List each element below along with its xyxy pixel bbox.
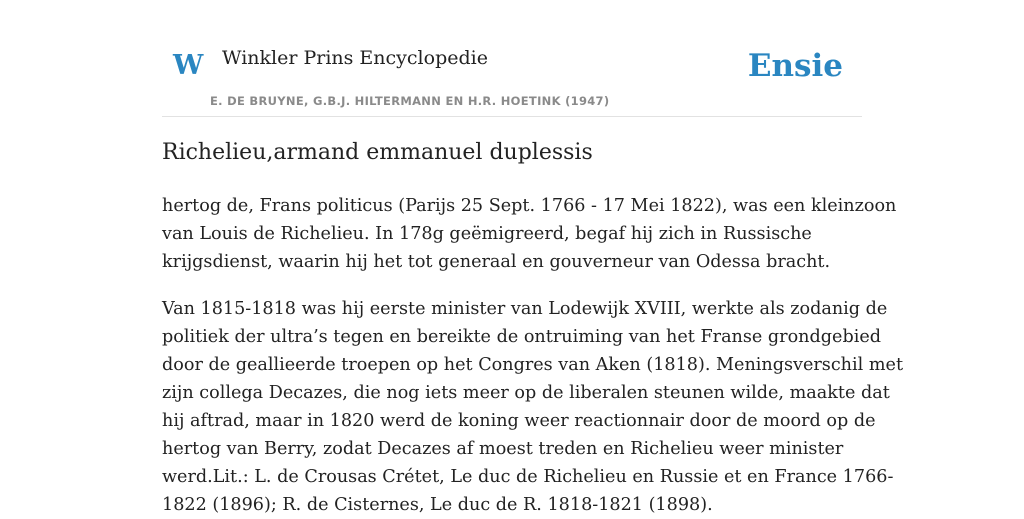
article-title: Richelieu,armand emmanuel duplessis — [162, 140, 593, 165]
winkler-prins-logo-icon[interactable]: W — [173, 50, 204, 81]
paragraph-line: politiek der ultra’s tegen en bereikte de ontruiming van het Franse grondgebied — [162, 327, 882, 347]
source-authors: E. DE BRUYNE, G.B.J. HILTERMANN EN H.R. HOETINK (1947) — [210, 94, 610, 108]
paragraph-line: hertog van Berry, zodat Decazes af moest treden en Richelieu weer minister — [162, 439, 844, 459]
paragraph-line: 1822 (1896); R. de Cisternes, Le duc de R. 1818-1821 (1898). — [162, 495, 713, 515]
paragraph-line: hij aftrad, maar in 1820 werd de koning weer reactionnair door de moord op de — [162, 411, 876, 431]
paragraph-line: door de geallieerde troepen op het Congres van Aken (1818). Meningsverschil met — [162, 355, 904, 375]
paragraph-line: werd.Lit.: L. de Crousas Crétet, Le duc de Richelieu en Russie et en France 1766- — [162, 467, 894, 487]
site-header — [162, 40, 862, 117]
ensie-logo[interactable]: Ensie — [747, 48, 843, 84]
paragraph-line: krijgsdienst, waarin hij het tot generaal en gouverneur van Odessa bracht. — [162, 252, 831, 272]
paragraph-line: van Louis de Richelieu. In 178g geëmigreerd, begaf hij zich in Russische — [162, 224, 812, 244]
article-paragraph-1 — [162, 192, 897, 276]
paragraph-line: hertog de, Frans politicus (Parijs 25 Sept. 1766 - 17 Mei 1822), was een kleinzoon — [162, 196, 897, 216]
paragraph-line: zijn collega Decazes, die nog iets meer op de liberalen steunen wilde, maakte dat — [162, 383, 890, 403]
article-paragraph-2 — [162, 295, 904, 519]
paragraph-line: Van 1815-1818 was hij eerste minister van Lodewijk XVIII, werkte als zodanig de — [162, 299, 888, 319]
source-title[interactable]: Winkler Prins Encyclopedie — [222, 47, 488, 69]
